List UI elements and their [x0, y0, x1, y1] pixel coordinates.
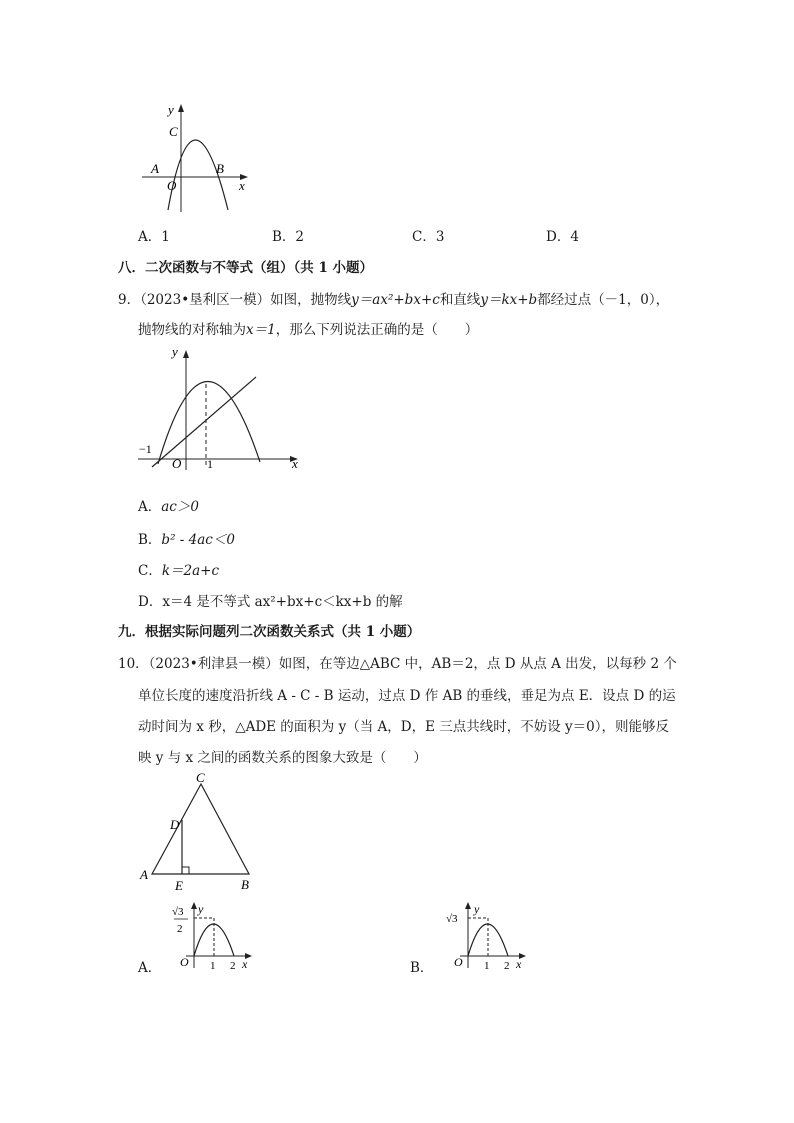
label-x: x — [292, 456, 298, 471]
label-1: 1 — [210, 960, 216, 972]
y-axis-arrow — [191, 902, 197, 909]
option-text: ac＞0 — [161, 499, 199, 515]
section-heading-8: 八．二次函数与不等式（组）（共 1 小题） — [118, 260, 374, 276]
option-text: k＝2a+c — [161, 563, 220, 579]
label-2-den: 2 — [177, 923, 183, 935]
label-E: E — [175, 878, 183, 893]
label-O: O — [454, 955, 463, 969]
y-axis-arrow — [465, 902, 471, 909]
q8-parabola-figure — [138, 100, 258, 215]
option-label: B． — [272, 229, 296, 245]
q10-option-b-graph — [442, 898, 532, 976]
option-label: C． — [412, 229, 436, 245]
q8-option-a — [138, 227, 170, 247]
triangle-abc — [152, 784, 249, 874]
option-label: A． — [138, 229, 162, 245]
option-label: B． — [138, 532, 162, 548]
label-y: y — [168, 102, 174, 117]
label-2: 2 — [504, 960, 510, 972]
q10-option-a-graph — [168, 898, 258, 976]
q9-option-d — [138, 592, 403, 612]
q10-stem-line2: 单位长度的速度沿折线 A - C - B 运动，过点 D 作 AB 的垂线，垂足为点 E．设点 D 的运 — [138, 688, 676, 704]
q9-parabola-eq: y＝ax²+bx+c — [351, 292, 440, 308]
q9-stem-line2-part1: 抛物线的对称轴为 — [138, 322, 246, 338]
q8-option-d — [546, 227, 579, 247]
q9-stem-part2: 和直线 — [439, 292, 481, 308]
label-C: C — [196, 772, 205, 785]
label-O: O — [172, 456, 182, 471]
q10-option-a-label: A． — [138, 960, 162, 976]
q9-stem-line2 — [138, 320, 478, 340]
label-sqrt3: √3 — [446, 913, 458, 925]
label-sqrt3: √3 — [172, 906, 184, 918]
option-label: D． — [138, 594, 163, 610]
q9-stem-part3: 都经过点（－1，0）， — [537, 292, 670, 308]
label-C: C — [169, 124, 178, 139]
label-A: A — [140, 867, 148, 882]
q9-option-a — [138, 497, 199, 517]
y-axis-arrow — [178, 104, 184, 112]
q10-stem-line4: 映 y 与 x 之间的函数关系的图象大致是（ ） — [138, 750, 427, 766]
y-axis-arrow — [183, 350, 189, 358]
q9-option-b — [138, 530, 235, 550]
straight-line — [152, 377, 256, 467]
label-y: y — [474, 902, 480, 916]
label-D: D — [170, 817, 180, 832]
section-heading-9: 九．根据实际问题列二次函数关系式（共 1 小题） — [118, 624, 421, 640]
label-y: y — [198, 902, 204, 916]
option-text: x＝4 是不等式 ax²+bx+c＜kx+b 的解 — [162, 594, 403, 610]
option-value: 3 — [435, 229, 445, 245]
q9-source: （2023•垦利区一模） — [140, 292, 271, 308]
q10-stem-line3: 动时间为 x 秒，△ADE 的面积为 y（当 A，D，E 三点共线时，不妨设 y＝0），则能够反 — [138, 719, 669, 735]
q9-option-c — [138, 561, 219, 581]
q9-line-eq: y＝kx+b — [480, 292, 538, 308]
label-x: x — [242, 957, 248, 971]
label-x: x — [239, 178, 245, 193]
option-label: C． — [138, 563, 162, 579]
option-text: b² - 4ac＜0 — [161, 532, 235, 548]
parabola-curve — [158, 381, 260, 464]
option-label: D． — [546, 229, 571, 245]
label-neg1: −1 — [139, 442, 152, 456]
q9-number: 9． — [118, 292, 141, 308]
q8-option-c — [412, 227, 444, 247]
label-B: B — [241, 877, 249, 892]
label-2: 2 — [230, 960, 236, 972]
option-label: A． — [138, 499, 162, 515]
label-B: B — [216, 161, 224, 176]
q8-option-b — [272, 227, 304, 247]
q9-stem-line1 — [118, 290, 669, 310]
q10-triangle-figure — [136, 772, 266, 894]
q9-stem-part1: 如图，抛物线 — [270, 292, 352, 308]
label-O: O — [167, 178, 177, 193]
q9-stem-line2-part2: ，那么下列说法正确的是（ ） — [275, 322, 479, 338]
q9-figure — [136, 344, 308, 472]
q10-stem-line1: 10．（2023•利津县一模）如图，在等边△ABC 中，AB＝2，点 D 从点 A 出发，以每秒 2 个 — [118, 656, 677, 672]
right-angle-mark — [182, 867, 189, 874]
label-y: y — [172, 344, 178, 359]
option-value: 4 — [570, 229, 579, 245]
q10-option-b-label: B． — [410, 960, 434, 976]
label-1: 1 — [484, 960, 490, 972]
option-value: 1 — [161, 229, 170, 245]
q9-axis-eq: x＝1 — [246, 322, 276, 338]
label-A: A — [151, 161, 159, 176]
option-value: 2 — [295, 229, 305, 245]
label-1: 1 — [207, 457, 213, 471]
label-O: O — [180, 955, 189, 969]
label-x: x — [516, 957, 522, 971]
